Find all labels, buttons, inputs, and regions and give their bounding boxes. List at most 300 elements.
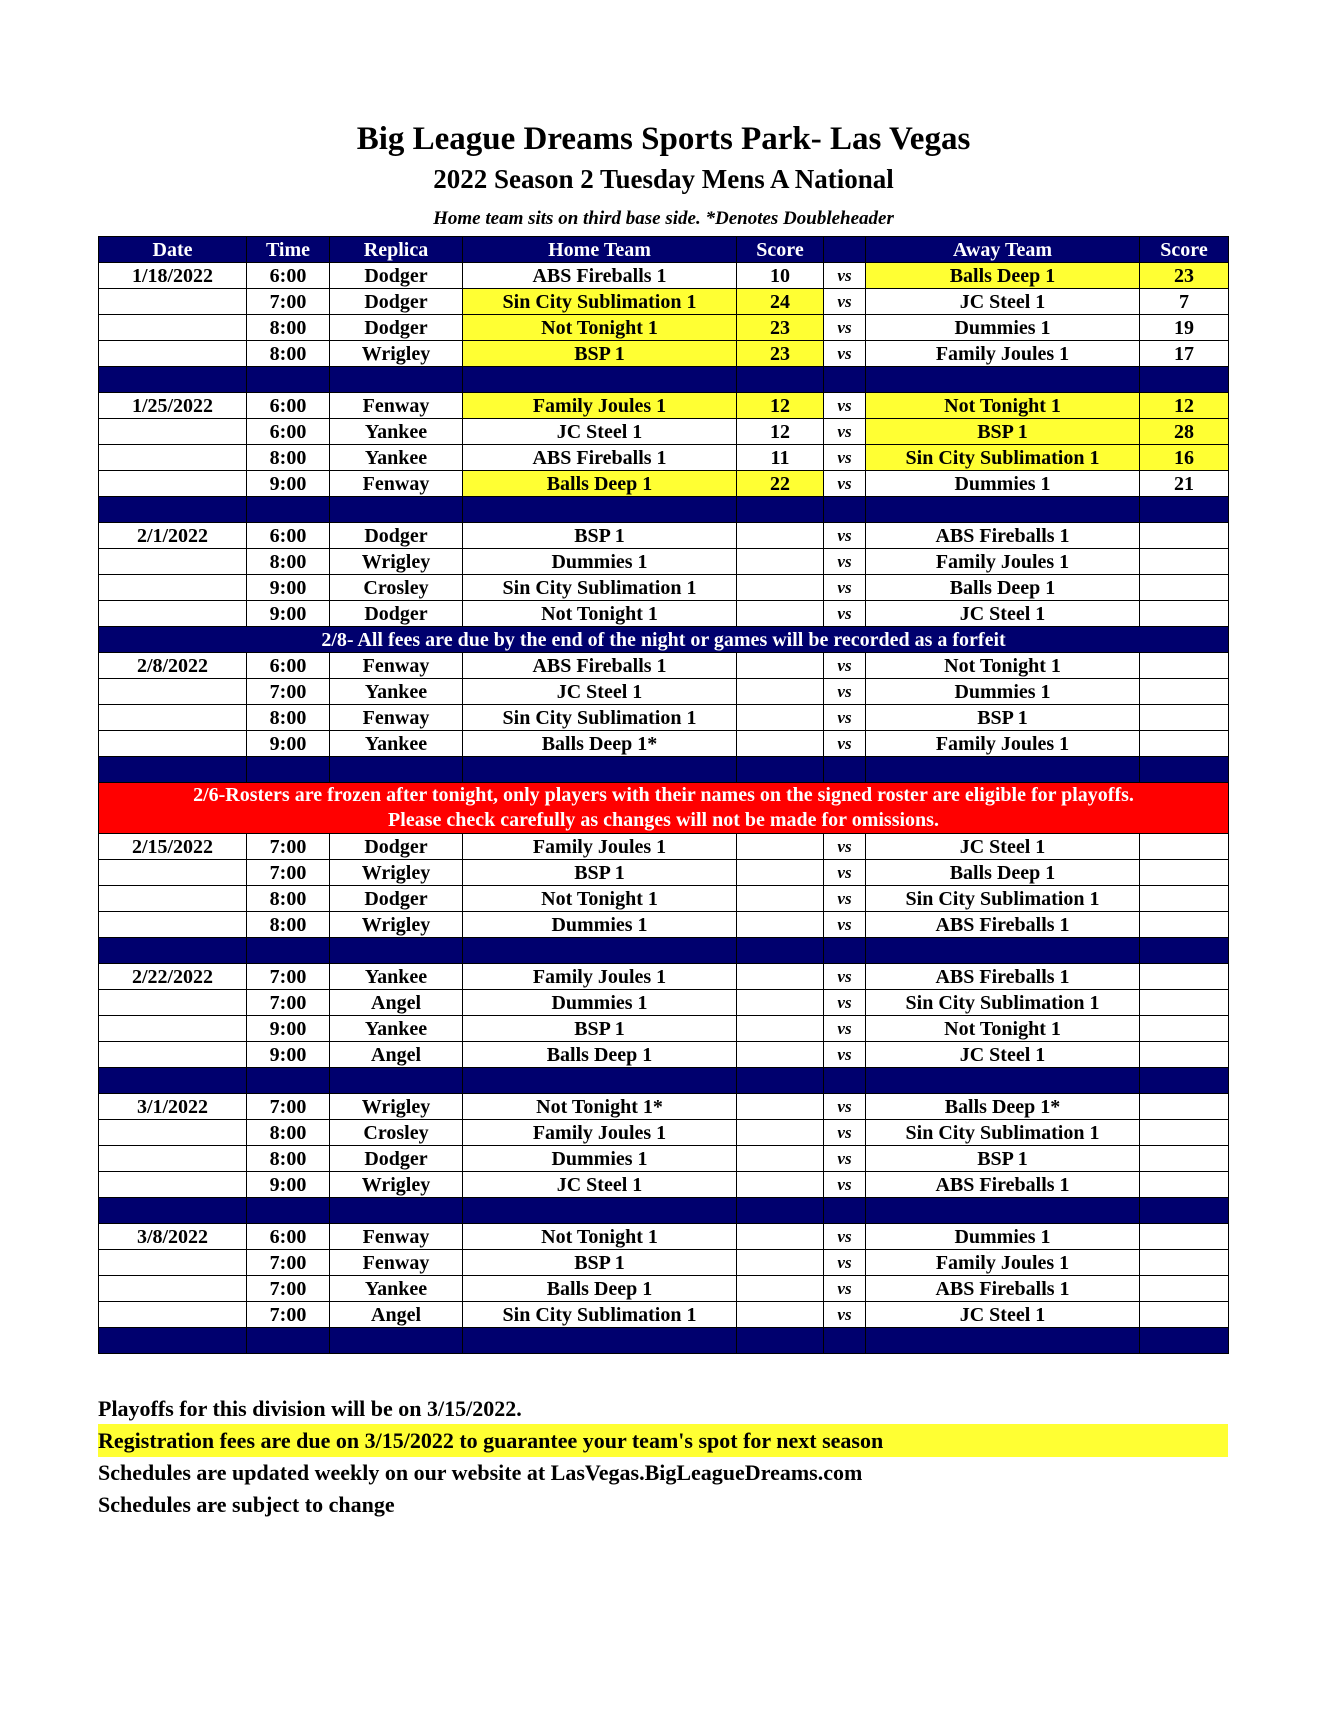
game-date: 2/22/2022 (99, 964, 247, 990)
header-home-score: Score (737, 237, 824, 263)
away-score: 7 (1140, 289, 1229, 315)
home-score (737, 731, 824, 757)
separator-cell (737, 757, 824, 783)
away-team: Balls Deep 1 (866, 860, 1140, 886)
game-time: 6:00 (247, 523, 330, 549)
game-time: 9:00 (247, 471, 330, 497)
separator-cell (463, 1328, 737, 1354)
home-team: Balls Deep 1 (463, 1276, 737, 1302)
game-time: 7:00 (247, 964, 330, 990)
game-row (99, 1302, 1229, 1328)
game-field: Fenway (330, 705, 463, 731)
home-score (737, 990, 824, 1016)
game-row (99, 1042, 1229, 1068)
away-team: Dummies 1 (866, 315, 1140, 341)
game-field: Wrigley (330, 912, 463, 938)
game-field: Angel (330, 990, 463, 1016)
home-score: 23 (737, 341, 824, 367)
game-field: Yankee (330, 445, 463, 471)
home-team: Not Tonight 1 (463, 1224, 737, 1250)
game-time: 9:00 (247, 1172, 330, 1198)
home-team: Sin City Sublimation 1 (463, 1302, 737, 1328)
page-subtitle: 2022 Season 2 Tuesday Mens A National (433, 164, 894, 194)
game-time: 8:00 (247, 705, 330, 731)
game-field: Yankee (330, 679, 463, 705)
game-date (99, 1302, 247, 1328)
game-field: Fenway (330, 1224, 463, 1250)
vs-label: vs (824, 1042, 866, 1068)
separator-cell (1140, 1068, 1229, 1094)
away-score (1140, 860, 1229, 886)
home-team: Family Joules 1 (463, 834, 737, 860)
home-score: 12 (737, 393, 824, 419)
game-field: Dodger (330, 315, 463, 341)
away-score (1140, 1042, 1229, 1068)
separator-cell (824, 1198, 866, 1224)
home-score: 10 (737, 263, 824, 289)
away-team: Balls Deep 1* (866, 1094, 1140, 1120)
home-score (737, 860, 824, 886)
game-time: 8:00 (247, 315, 330, 341)
away-score (1140, 1146, 1229, 1172)
separator-cell (330, 938, 463, 964)
vs-label: vs (824, 1250, 866, 1276)
separator-cell (99, 1328, 247, 1354)
vs-label: vs (824, 1172, 866, 1198)
away-team: Family Joules 1 (866, 1250, 1140, 1276)
game-row (99, 886, 1229, 912)
away-score (1140, 1302, 1229, 1328)
separator-row (99, 367, 1229, 393)
game-date (99, 1120, 247, 1146)
game-time: 7:00 (247, 1302, 330, 1328)
game-time: 7:00 (247, 679, 330, 705)
game-row (99, 679, 1229, 705)
separator-row (99, 497, 1229, 523)
game-field: Dodger (330, 263, 463, 289)
away-score (1140, 575, 1229, 601)
vs-label: vs (824, 990, 866, 1016)
separator-cell (866, 757, 1140, 783)
away-team: Sin City Sublimation 1 (866, 886, 1140, 912)
away-team: Balls Deep 1 (866, 575, 1140, 601)
game-row (99, 601, 1229, 627)
vs-label: vs (824, 886, 866, 912)
schedule-note: Home team sits on third base side. *Denotes Doubleheader (433, 208, 894, 229)
game-time: 7:00 (247, 990, 330, 1016)
home-score (737, 1172, 824, 1198)
away-team: JC Steel 1 (866, 1302, 1140, 1328)
game-date: 3/8/2022 (99, 1224, 247, 1250)
separator-cell (247, 367, 330, 393)
game-field: Fenway (330, 471, 463, 497)
away-score (1140, 523, 1229, 549)
separator-cell (1140, 1198, 1229, 1224)
home-team: Not Tonight 1* (463, 1094, 737, 1120)
game-date: 1/25/2022 (99, 393, 247, 419)
away-score: 19 (1140, 315, 1229, 341)
separator-cell (1140, 497, 1229, 523)
game-row (99, 1172, 1229, 1198)
vs-label: vs (824, 601, 866, 627)
home-team: ABS Fireballs 1 (463, 445, 737, 471)
separator-cell (463, 497, 737, 523)
away-score: 23 (1140, 263, 1229, 289)
separator-cell (330, 1068, 463, 1094)
game-date (99, 731, 247, 757)
game-field: Yankee (330, 964, 463, 990)
game-row (99, 1016, 1229, 1042)
away-score: 12 (1140, 393, 1229, 419)
header-replica: Replica (330, 237, 463, 263)
game-time: 7:00 (247, 834, 330, 860)
home-score (737, 964, 824, 990)
game-field: Dodger (330, 834, 463, 860)
home-score (737, 1276, 824, 1302)
fees-notice: 2/8- All fees are due by the end of the night or games will be recorded as a forfeit (99, 627, 1229, 653)
separator-cell (330, 367, 463, 393)
game-row (99, 549, 1229, 575)
game-row (99, 1120, 1229, 1146)
roster-notice (99, 783, 1229, 834)
header-date: Date (99, 237, 247, 263)
game-time: 8:00 (247, 445, 330, 471)
game-time: 7:00 (247, 289, 330, 315)
game-row (99, 1276, 1229, 1302)
game-time: 7:00 (247, 1250, 330, 1276)
game-row (99, 263, 1229, 289)
home-team: Not Tonight 1 (463, 886, 737, 912)
game-row (99, 393, 1229, 419)
separator-cell (463, 367, 737, 393)
game-field: Wrigley (330, 1172, 463, 1198)
separator-cell (824, 1328, 866, 1354)
game-date (99, 315, 247, 341)
game-time: 8:00 (247, 1120, 330, 1146)
home-score (737, 1120, 824, 1146)
game-row (99, 834, 1229, 860)
game-row (99, 445, 1229, 471)
away-score (1140, 912, 1229, 938)
game-field: Crosley (330, 1120, 463, 1146)
game-time: 8:00 (247, 886, 330, 912)
away-score (1140, 1120, 1229, 1146)
game-row (99, 1250, 1229, 1276)
separator-cell (463, 1198, 737, 1224)
separator-cell (1140, 367, 1229, 393)
page-title: Big League Dreams Sports Park- Las Vegas (356, 121, 971, 157)
home-team: Balls Deep 1 (463, 471, 737, 497)
away-team: Sin City Sublimation 1 (866, 445, 1140, 471)
away-team: JC Steel 1 (866, 1042, 1140, 1068)
away-team: ABS Fireballs 1 (866, 1276, 1140, 1302)
home-score: 22 (737, 471, 824, 497)
home-team: JC Steel 1 (463, 419, 737, 445)
roster-notice-row (99, 783, 1229, 834)
away-team: Family Joules 1 (866, 341, 1140, 367)
home-team: Family Joules 1 (463, 1120, 737, 1146)
roster-notice-line: 2/6-Rosters are frozen after tonight, only players with their names on the signed roster are eligible for playoffs. (193, 784, 1134, 806)
game-date (99, 419, 247, 445)
separator-cell (330, 1328, 463, 1354)
vs-label: vs (824, 393, 866, 419)
vs-label: vs (824, 834, 866, 860)
home-score (737, 601, 824, 627)
separator-cell (824, 367, 866, 393)
away-team: Family Joules 1 (866, 731, 1140, 757)
game-field: Dodger (330, 601, 463, 627)
website-note: Schedules are updated weekly on our website at LasVegas.BigLeagueDreams.com (98, 1460, 863, 1485)
game-date (99, 341, 247, 367)
header-time: Time (247, 237, 330, 263)
game-date (99, 289, 247, 315)
home-score: 24 (737, 289, 824, 315)
game-row (99, 653, 1229, 679)
separator-cell (866, 497, 1140, 523)
roster-notice-line: Please check carefully as changes will not be made for omissions. (388, 809, 939, 831)
home-team: Balls Deep 1 (463, 1042, 737, 1068)
game-date (99, 445, 247, 471)
separator-cell (330, 497, 463, 523)
away-team: ABS Fireballs 1 (866, 1172, 1140, 1198)
separator-row (99, 1198, 1229, 1224)
away-score (1140, 990, 1229, 1016)
home-team: Not Tonight 1 (463, 601, 737, 627)
away-score (1140, 1094, 1229, 1120)
separator-cell (824, 1068, 866, 1094)
separator-row (99, 1328, 1229, 1354)
home-team: Family Joules 1 (463, 964, 737, 990)
separator-cell (247, 1198, 330, 1224)
game-time: 6:00 (247, 1224, 330, 1250)
home-score (737, 1224, 824, 1250)
home-score (737, 523, 824, 549)
game-row (99, 1224, 1229, 1250)
game-date (99, 860, 247, 886)
separator-cell (247, 757, 330, 783)
game-date (99, 601, 247, 627)
vs-label: vs (824, 549, 866, 575)
game-date (99, 549, 247, 575)
vs-label: vs (824, 653, 866, 679)
game-field: Yankee (330, 419, 463, 445)
separator-cell (866, 367, 1140, 393)
home-team: ABS Fireballs 1 (463, 653, 737, 679)
away-score (1140, 886, 1229, 912)
home-score (737, 653, 824, 679)
game-date (99, 1016, 247, 1042)
home-team: JC Steel 1 (463, 679, 737, 705)
game-time: 7:00 (247, 1276, 330, 1302)
separator-cell (866, 938, 1140, 964)
game-time: 9:00 (247, 601, 330, 627)
away-score (1140, 679, 1229, 705)
home-team: BSP 1 (463, 1250, 737, 1276)
game-date: 2/15/2022 (99, 834, 247, 860)
game-time: 9:00 (247, 1016, 330, 1042)
separator-cell (824, 497, 866, 523)
game-time: 8:00 (247, 1146, 330, 1172)
separator-cell (247, 938, 330, 964)
away-team: Dummies 1 (866, 679, 1140, 705)
separator-cell (99, 367, 247, 393)
separator-cell (866, 1068, 1140, 1094)
away-score (1140, 1016, 1229, 1042)
vs-label: vs (824, 523, 866, 549)
vs-label: vs (824, 731, 866, 757)
playoffs-note: Playoffs for this division will be on 3/15/2022. (98, 1396, 522, 1421)
vs-label: vs (824, 341, 866, 367)
home-team: BSP 1 (463, 523, 737, 549)
separator-cell (1140, 938, 1229, 964)
away-score: 21 (1140, 471, 1229, 497)
separator-cell (330, 1198, 463, 1224)
game-field: Dodger (330, 289, 463, 315)
home-team: ABS Fireballs 1 (463, 263, 737, 289)
separator-cell (866, 1328, 1140, 1354)
home-score (737, 834, 824, 860)
game-date (99, 1146, 247, 1172)
away-score (1140, 705, 1229, 731)
home-score (737, 705, 824, 731)
home-team: Sin City Sublimation 1 (463, 705, 737, 731)
game-time: 7:00 (247, 860, 330, 886)
vs-label: vs (824, 1094, 866, 1120)
away-score (1140, 964, 1229, 990)
home-score (737, 575, 824, 601)
game-date (99, 575, 247, 601)
away-team: Not Tonight 1 (866, 393, 1140, 419)
separator-cell (463, 1068, 737, 1094)
home-team: Not Tonight 1 (463, 315, 737, 341)
separator-cell (463, 757, 737, 783)
away-score (1140, 601, 1229, 627)
home-team: Dummies 1 (463, 1146, 737, 1172)
home-score: 12 (737, 419, 824, 445)
game-time: 9:00 (247, 575, 330, 601)
vs-label: vs (824, 964, 866, 990)
away-team: ABS Fireballs 1 (866, 912, 1140, 938)
fees-notice-row (99, 627, 1229, 653)
away-score (1140, 1250, 1229, 1276)
table-header-row (99, 237, 1229, 263)
vs-label: vs (824, 860, 866, 886)
game-field: Wrigley (330, 341, 463, 367)
separator-cell (866, 1198, 1140, 1224)
home-score (737, 1302, 824, 1328)
away-score (1140, 834, 1229, 860)
separator-cell (737, 1328, 824, 1354)
away-team: Balls Deep 1 (866, 263, 1140, 289)
game-time: 6:00 (247, 263, 330, 289)
game-row (99, 964, 1229, 990)
away-team: Dummies 1 (866, 1224, 1140, 1250)
away-team: Dummies 1 (866, 471, 1140, 497)
away-score: 28 (1140, 419, 1229, 445)
home-score (737, 912, 824, 938)
separator-cell (824, 757, 866, 783)
game-date (99, 1172, 247, 1198)
away-score (1140, 1276, 1229, 1302)
separator-cell (737, 938, 824, 964)
game-date: 2/8/2022 (99, 653, 247, 679)
schedule-table (98, 236, 1229, 1354)
away-team: ABS Fireballs 1 (866, 964, 1140, 990)
game-row (99, 1094, 1229, 1120)
game-date (99, 990, 247, 1016)
game-row (99, 860, 1229, 886)
separator-cell (247, 1328, 330, 1354)
game-row (99, 731, 1229, 757)
separator-cell (247, 1068, 330, 1094)
away-score (1140, 549, 1229, 575)
away-team: Sin City Sublimation 1 (866, 990, 1140, 1016)
game-field: Dodger (330, 886, 463, 912)
game-row (99, 1146, 1229, 1172)
home-team: Family Joules 1 (463, 393, 737, 419)
separator-cell (1140, 1328, 1229, 1354)
home-score (737, 1042, 824, 1068)
separator-cell (824, 938, 866, 964)
away-team: BSP 1 (866, 705, 1140, 731)
game-field: Crosley (330, 575, 463, 601)
game-date: 2/1/2022 (99, 523, 247, 549)
separator-row (99, 757, 1229, 783)
game-date (99, 1276, 247, 1302)
game-field: Wrigley (330, 1094, 463, 1120)
separator-row (99, 938, 1229, 964)
game-row (99, 990, 1229, 1016)
separator-cell (463, 938, 737, 964)
separator-cell (99, 497, 247, 523)
game-field: Dodger (330, 523, 463, 549)
home-team: Dummies 1 (463, 549, 737, 575)
game-date (99, 471, 247, 497)
home-score (737, 886, 824, 912)
vs-label: vs (824, 1120, 866, 1146)
vs-label: vs (824, 679, 866, 705)
separator-cell (99, 938, 247, 964)
game-date (99, 912, 247, 938)
game-date: 1/18/2022 (99, 263, 247, 289)
home-score (737, 1146, 824, 1172)
game-date (99, 705, 247, 731)
home-team: Sin City Sublimation 1 (463, 575, 737, 601)
vs-label: vs (824, 575, 866, 601)
header-home-team: Home Team (463, 237, 737, 263)
game-row (99, 289, 1229, 315)
game-time: 8:00 (247, 549, 330, 575)
separator-cell (1140, 757, 1229, 783)
game-time: 6:00 (247, 653, 330, 679)
game-field: Yankee (330, 1276, 463, 1302)
home-team: JC Steel 1 (463, 1172, 737, 1198)
game-field: Wrigley (330, 549, 463, 575)
game-time: 7:00 (247, 1094, 330, 1120)
vs-label: vs (824, 912, 866, 938)
header-away-team: Away Team (866, 237, 1140, 263)
separator-cell (99, 757, 247, 783)
game-row (99, 471, 1229, 497)
game-time: 8:00 (247, 341, 330, 367)
game-row (99, 575, 1229, 601)
home-score (737, 549, 824, 575)
game-field: Angel (330, 1042, 463, 1068)
away-team: JC Steel 1 (866, 289, 1140, 315)
vs-label: vs (824, 471, 866, 497)
game-time: 6:00 (247, 393, 330, 419)
vs-label: vs (824, 1302, 866, 1328)
